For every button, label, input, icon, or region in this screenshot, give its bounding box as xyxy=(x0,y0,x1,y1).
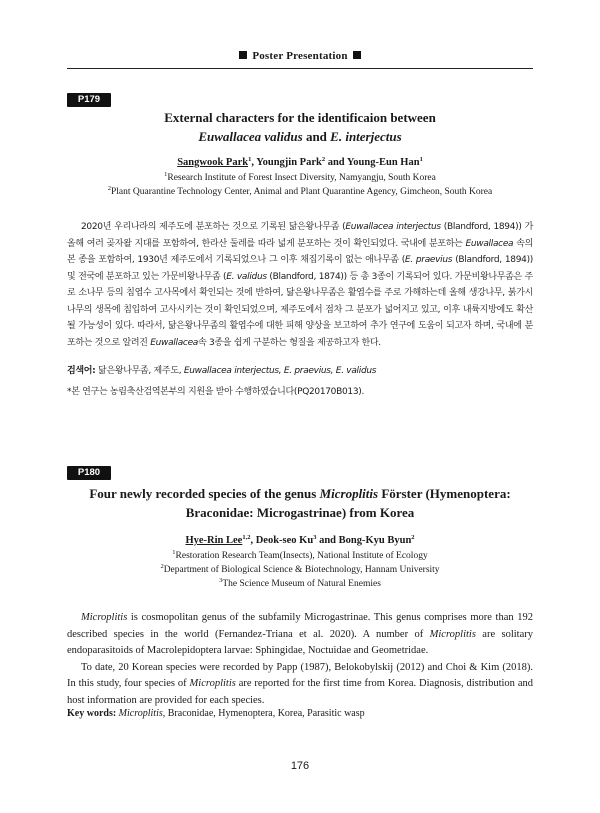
affil-text: Research Institute of Forest Insect Diversity, Namyangju, South Korea xyxy=(167,173,436,183)
body-paragraph: 2020년 우리나라의 제주도에 분포하는 것으로 기록된 닮은왕나무좀 (Euwallacea interjectus (Blandford, 1894)) 가 올해 여러 곶자왈 지대를 포함하여, 한라산 둘레를 따라 넓게 분포하는 것이 확인되었다. 국내에 분포하는 Euwallacea 속의 본 종을 포함하여, 1930년 제주도에서 기록되었으나 그 이후 채집기록이 없는 애나무좀 (E. praevius (Blandford, 1894)) 및 전국에 분포하고 있는 가문비왕나무좀 (E. validus (Blandford, 1874)) 등 총 3종이 기록되어 있다. 가문비왕나무좀은 주로 소나무 등의 침엽수 고사목에서 확인되는 것에 반하여, 닮은왕나무좀은 활엽수를 주로 가해하는데 올해 생강나무, 붉가시나무의 생목에 침입하여 고사시키는 것이 확인되었으며, 제주도에서 점차 그 분포가 넓어지고 있고, 이후 내륙지방에도 확산될 가능성이 있다. 따라서, 닮은왕나무좀의 활엽수에 대한 피해 양상을 보고하여 추가 연구에 도움이 되고자 하며, 국내에 분포하는 것으로 알려진 Euwallacea속 3종을 쉽게 구분하는 형질을 제공하고자 한다. xyxy=(67,222,534,348)
keywords-genus: Microplitis xyxy=(118,708,163,719)
author-separator: and xyxy=(325,157,347,168)
author-separator: , xyxy=(250,535,256,546)
affiliations-p179 xyxy=(67,171,533,199)
keywords-text: 닮은왕나무좀, 제주도, xyxy=(95,366,184,376)
author-separator: , xyxy=(251,157,257,168)
affiliation xyxy=(67,549,533,563)
author-affil-marker: 2 xyxy=(411,534,415,541)
affil-marker: 2 xyxy=(160,563,164,570)
abstract-title-p180 xyxy=(67,484,533,522)
affil-marker: 2 xyxy=(107,185,111,192)
author-affil-marker: 3 xyxy=(313,534,317,541)
header-rule xyxy=(67,68,533,69)
title-line: Braconidae: Microgastrinae) from Korea xyxy=(185,505,415,520)
section-header xyxy=(0,50,600,62)
title-conjunction: and xyxy=(305,129,327,144)
body-paragraph: Microplitis is cosmopolitan genus of the subfamily Microgastrinae. This genus comprises more than 192 described species in the world (Fernandez-Triana et al. 2020). A number of Microplitis are solitary endoparasitoids of Macrolepidoptera larvae: Sphingidae, Noctuidae and Geometridae. xyxy=(67,612,533,656)
author-list-p179 xyxy=(67,157,533,168)
keywords-label: Key words: xyxy=(67,708,117,719)
square-bullet-icon xyxy=(239,51,247,59)
keywords-p180 xyxy=(67,706,533,721)
title-line: External characters for the identificaion between xyxy=(164,110,436,125)
affil-text: Department of Biological Science & Biotechnology, Hannam University xyxy=(163,565,440,575)
title-line xyxy=(67,127,533,146)
author-affil-marker: 1,2 xyxy=(242,534,251,541)
genus-name: Microplitis xyxy=(319,486,379,501)
author-list-p180 xyxy=(67,535,533,546)
keywords-p179 xyxy=(67,364,533,379)
affiliation xyxy=(67,185,533,199)
affil-marker: 3 xyxy=(219,577,223,584)
author-affil-marker: 1 xyxy=(248,156,252,163)
affil-marker: 1 xyxy=(172,549,176,556)
affiliation xyxy=(67,577,533,591)
species-name: Euwallacea validus xyxy=(198,129,303,144)
affiliation xyxy=(67,563,533,577)
abstract-badge-p180: P180 xyxy=(67,466,111,480)
author-presenter: Hye-Rin Lee xyxy=(185,535,243,546)
abstract-badge-p179: P179 xyxy=(67,93,111,107)
keywords-species: Euwallacea interjectus, E. praevius, E. validus xyxy=(183,366,377,376)
abstract-title-p179 xyxy=(67,108,533,146)
author-affil-marker: 2 xyxy=(321,156,326,163)
square-bullet-icon xyxy=(353,51,361,59)
abstract-body-p179 xyxy=(67,219,533,351)
page-number: 176 xyxy=(290,760,310,772)
affil-text: Plant Quarantine Technology Center, Animal and Plant Quarantine Agency, Gimcheon, South Korea xyxy=(111,187,493,197)
author: Deok-seo Ku xyxy=(255,535,314,546)
author: Bong-Kyu Byun xyxy=(338,535,412,546)
body-paragraph: To date, 20 Korean species were recorded by Papp (1987), Belokobylskij (2012) and Choi & Kim (2018). In this study, four species of Microplitis are reported for the first time from Korea. Diagnosis, distribution and host information are provided for each species. xyxy=(67,661,533,706)
keywords-text: , Braconidae, Hymenoptera, Korea, Parasitic wasp xyxy=(162,708,365,719)
section-header-label: Poster Presentation xyxy=(252,50,348,62)
affil-marker: 1 xyxy=(164,171,168,178)
title-line: Four newly recorded species of the genus Microplitis Förster (Hymenoptera: xyxy=(89,486,511,501)
affil-text: The Science Museum of Natural Enemies xyxy=(222,579,381,589)
author-affil-marker: 1 xyxy=(419,156,423,163)
affiliations-p180 xyxy=(67,549,533,591)
funding-note-p179: *본 연구는 농림축산검역본부의 지원을 받아 수행하였습니다(PQ20170B013). xyxy=(67,387,365,397)
abstract-body-p180 xyxy=(67,610,533,709)
author-presenter: Sangwook Park xyxy=(177,157,249,168)
author: Youngjin Park xyxy=(256,157,322,168)
affil-text: Restoration Research Team(Insects), National Institute of Ecology xyxy=(175,551,428,561)
author-separator: and xyxy=(316,535,339,546)
species-name: E. interjectus xyxy=(330,129,402,144)
author: Young-Eun Han xyxy=(346,157,420,168)
affiliation xyxy=(67,171,533,185)
keywords-label: 검색어: xyxy=(67,366,96,376)
